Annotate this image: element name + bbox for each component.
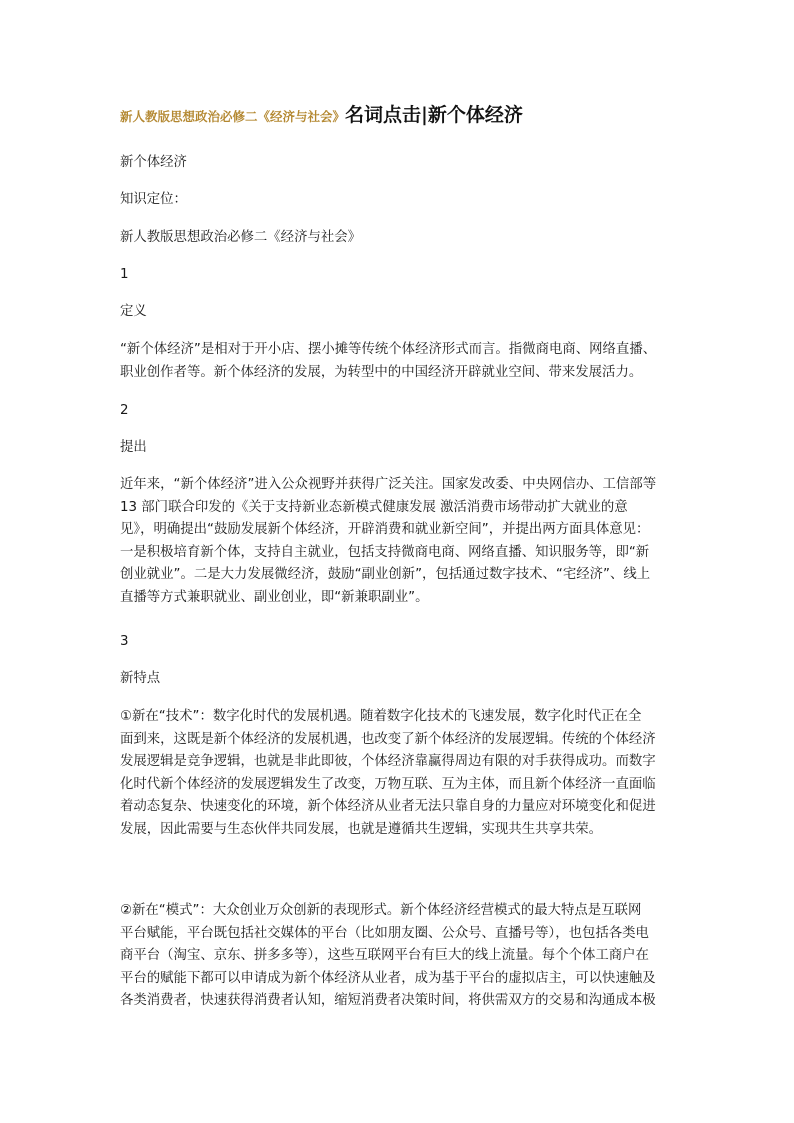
title-topic: 名词点击|新个体经济 — [345, 104, 523, 126]
paragraph-line: 面到来，这既是新个体经济的发展机遇，也改变了新个体经济的发展逻辑。传统的个体经济 — [120, 731, 656, 747]
document-title — [120, 100, 680, 127]
paragraph-line: ①新在“技术”：数字化时代的发展机遇。随着数字化技术的飞速发展，数字化时代正在全 — [120, 709, 642, 724]
section-number-2: 2 — [120, 403, 129, 418]
paragraph-line: 发展，因此需要与生态伙伴共同发展，也就是遵循共生逻辑，实现共生共享共荣。 — [120, 821, 603, 837]
technology-paragraph — [120, 706, 680, 841]
topic-heading: 新个体经济 — [120, 155, 187, 170]
paragraph-line: 近年来，“新个体经济”进入公众视野并获得广泛关注。国家发改委、中央网信办、工信部等 — [120, 477, 657, 492]
paragraph-line: 职业创作者等。新个体经济的发展，为转型中的中国经济开辟就业空间、带来发展活力。 — [120, 364, 643, 380]
knowledge-label: 知识定位： — [120, 192, 187, 207]
paragraph-line: 着动态复杂、快速变化的环境，新个体经济从业者无法只靠自身的力量应对环境变化和促进 — [120, 799, 656, 814]
proposal-paragraph — [120, 474, 680, 609]
paragraph-line: 平台的赋能下都可以申请成为新个体经济从业者，成为基于平台的虚拟店主，可以快速触及 — [120, 970, 656, 986]
paragraph-line: 化时代新个体经济的发展逻辑发生了改变，万物互联、互为主体，而且新个体经济一直面临 — [120, 776, 656, 792]
section-title-new-features: 新特点 — [120, 671, 161, 686]
paragraph-line: 平台赋能，平台既包括社交媒体的平台（比如朋友圈、公众号、直播号等），也包括各类电 — [120, 925, 649, 941]
model-paragraph — [120, 900, 680, 1013]
paragraph-line: 创业就业”。二是大力发展微经济，鼓励“副业创新”，包括通过数字技术、“宅经济”、线上 — [120, 567, 651, 582]
paragraph-line: ②新在“模式”：大众创业万众创新的表现形式。新个体经济经营模式的最大特点是互联网 — [120, 903, 642, 918]
paragraph-line: “新个体经济”是相对于开小店、摆小摊等传统个体经济形式而言。指微商电商、网络直播、 — [120, 342, 657, 357]
paragraph-line: 13 部门联合印发的《关于支持新业态新模式健康发展 激活消费市场带动扩大就业的意 — [120, 499, 628, 515]
paragraph-line: 见》，明确提出“鼓励发展新个体经济，开辟消费和就业新空间”，并提出两方面具体意见： — [120, 522, 650, 537]
textbook-reference: 新人教版思想政治必修二《经济与社会》 — [120, 230, 362, 245]
paragraph-line: 发展逻辑是竞争逻辑，也就是非此即彼，个体经济靠赢得周边有限的对手获得成功。而数字 — [120, 754, 656, 769]
definition-paragraph — [120, 339, 680, 384]
section-title-definition: 定义 — [120, 304, 147, 319]
section-number-1: 1 — [120, 267, 129, 282]
paragraph-line: 一是积极培育新个体，支持自主就业，包括支持微商电商、网络直播、知识服务等，即“新 — [120, 544, 650, 560]
paragraph-line: 商平台（淘宝、京东、拼多多等），这些互联网平台有巨大的线上流量。每个个体工商户在 — [120, 948, 649, 963]
paragraph-line: 直播等方式兼职就业、副业创业，即“新兼职副业”。 — [120, 589, 429, 605]
section-title-proposal: 提出 — [120, 440, 147, 455]
section-number-3: 3 — [120, 634, 129, 649]
title-series: 新人教版思想政治必修二《经济与社会》 — [120, 109, 346, 124]
paragraph-line: 各类消费者，快速获得消费者认知，缩短消费者决策时间，将供需双方的交易和沟通成本极 — [120, 993, 656, 1008]
